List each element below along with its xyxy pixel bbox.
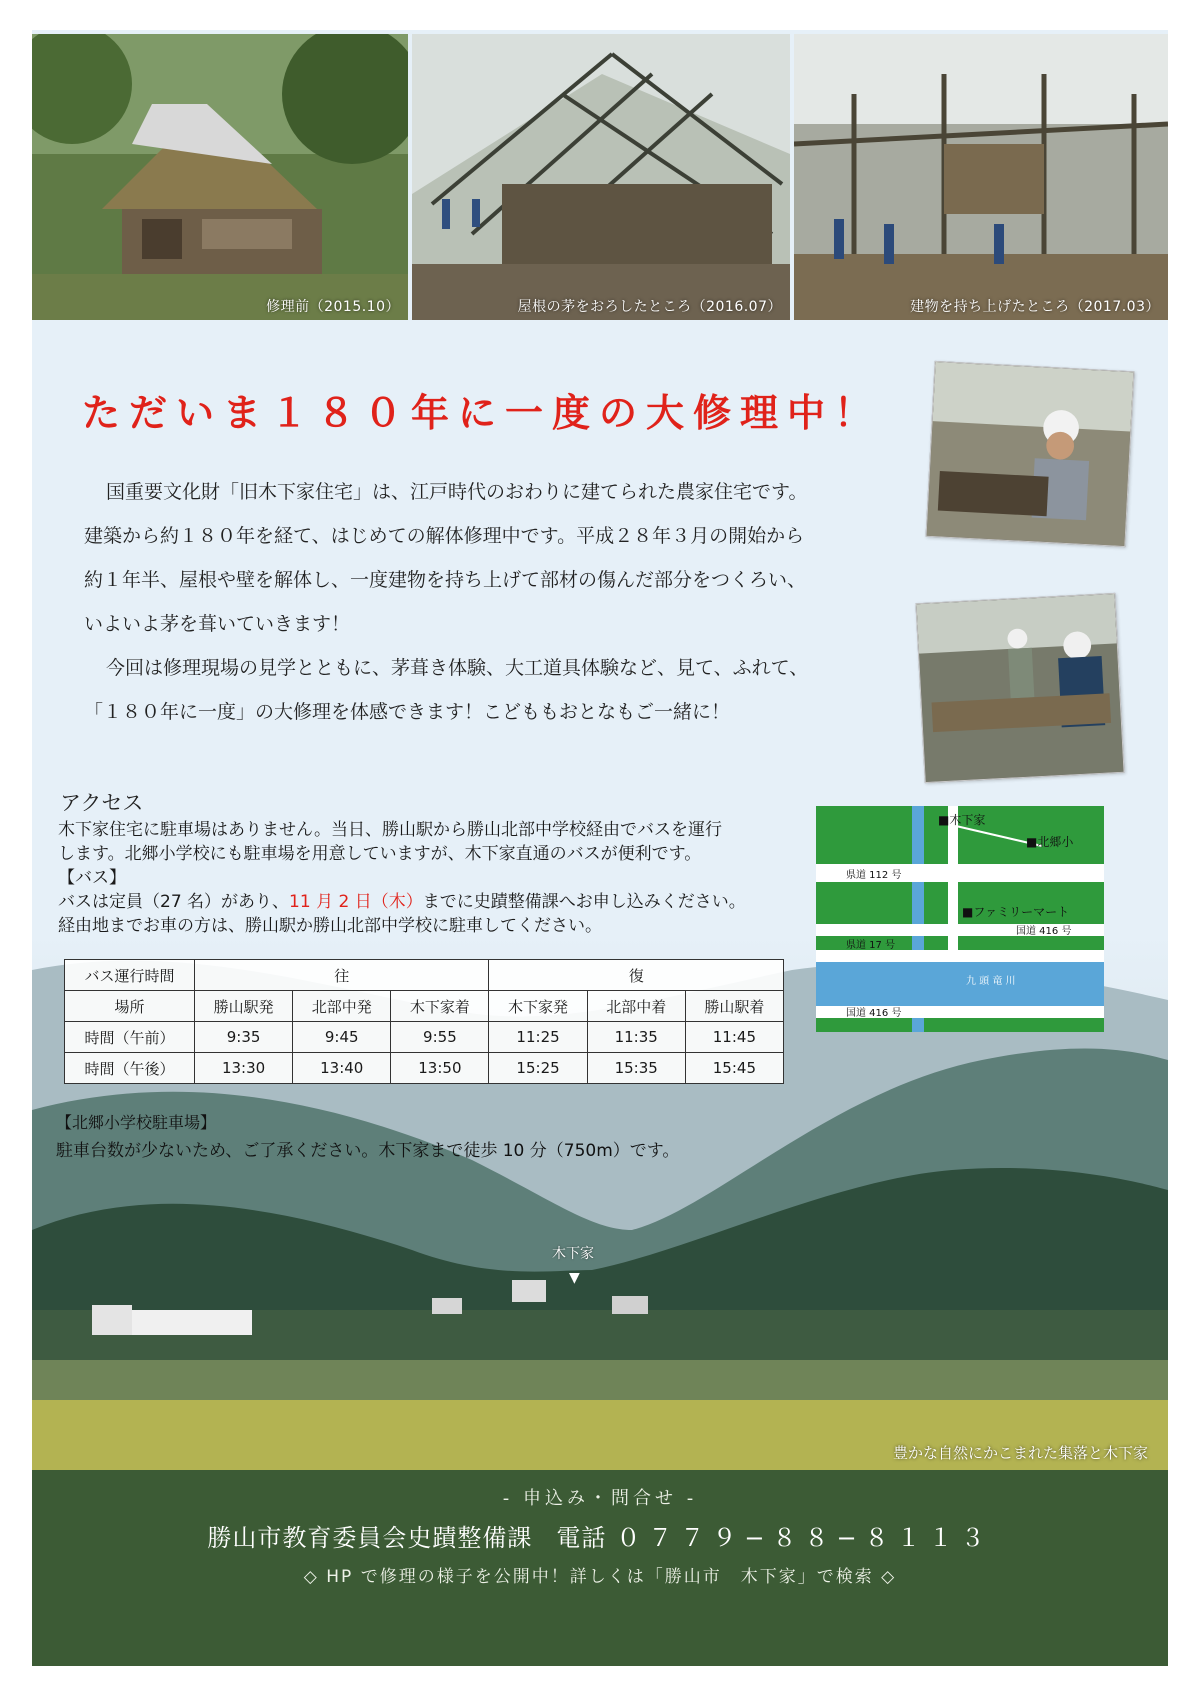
intro-text (84, 470, 934, 734)
map-label-natroad416-bottom: 国道 416 号 (846, 1008, 902, 1019)
time-cell: 13:50 (391, 1053, 489, 1084)
place-cell: 勝山駅着 (685, 991, 783, 1022)
table-row (65, 991, 784, 1022)
thatched-farmhouse-photo (32, 34, 408, 320)
organization-name: 勝山市教育委員会史蹟整備課 (207, 1524, 533, 1552)
map-label-natroad416-top: 国道 416 号 (1016, 926, 1072, 937)
worker-photo-2 (915, 593, 1124, 783)
place-cell: 北部中発 (293, 991, 391, 1022)
contact-line (32, 1518, 1168, 1553)
photo-caption: 建物を持ち上げたところ（2017.03） (910, 299, 1160, 315)
return-header: 復 (489, 960, 784, 991)
photo-caption: 修理前（2015.10） (266, 299, 400, 315)
photo-caption: 屋根の茅をおろしたところ（2016.07） (517, 299, 782, 315)
roof-frame-photo (412, 34, 790, 320)
landscape-caption: 豊かな自然にかこまれた集落と木下家 (892, 1444, 1148, 1462)
intro-line: 約１年半、屋根や壁を解体し、一度建物を持ち上げて部材の傷んだ部分をつくろい、 (84, 569, 807, 591)
time-cell: 13:30 (195, 1053, 293, 1084)
table-row (65, 1022, 784, 1053)
photo-before-repair (32, 34, 408, 320)
kinoshita-marker-label: 木下家 (552, 1246, 594, 1262)
bus-reservation-text: までに史蹟整備課へお申し込みください。 (422, 892, 746, 912)
map-label-kitago: ■北郷小 (1026, 835, 1074, 849)
flyer-sheet (32, 30, 1168, 1666)
time-cell: 15:25 (489, 1053, 587, 1084)
time-cell: 11:25 (489, 1022, 587, 1053)
bus-capacity-text: バスは定員（27 名）があり、 (58, 892, 290, 912)
parking-text: 駐車台数が少ないため、ご了承ください。木下家まで徒歩 10 分（750m）です。 (56, 1141, 680, 1161)
access-text (58, 818, 788, 938)
intro-line: 建築から約１８０年を経て、はじめての解体修理中です。平成２８年３月の開始から (84, 525, 805, 547)
intro-line: 「１８０年に一度」の大修理を体感できます！こどももおとなもご一緒に！ (84, 701, 731, 723)
map-label-prefroad112: 県道 112 号 (846, 870, 902, 881)
access-line: します。北郷小学校にも駐車場を用意していますが、木下家直通のバスが便利です。 (58, 844, 702, 864)
map-label-prefroad17: 県道 17 号 (846, 940, 896, 951)
outbound-header: 往 (195, 960, 489, 991)
map-label-kinoshita: ■木下家 (938, 813, 986, 827)
access-map (816, 806, 1104, 1032)
bus-heading: 【バス】 (58, 868, 126, 888)
access-line: 木下家住宅に駐車場はありません。当日、勝山駅から勝山北部中学校経由でバスを運行 (58, 820, 723, 840)
lifted-building-photo (794, 34, 1168, 320)
time-cell: 13:40 (293, 1053, 391, 1084)
down-arrow-icon: ▼ (569, 1270, 580, 1286)
bus-reservation-line (58, 890, 788, 914)
phone-number: ０７７９−８８−８１１３ (616, 1524, 993, 1552)
time-cell: 11:35 (587, 1022, 685, 1053)
contact-footer (32, 1470, 1168, 1666)
table-row (65, 960, 784, 991)
intro-line: 今回は修理現場の見学とともに、茅葺き体験、大工道具体験など、見て、ふれて、 (106, 657, 809, 679)
headline: ただいま１８０年に一度の大修理中！ (82, 391, 882, 435)
time-cell: 15:35 (587, 1053, 685, 1084)
carpentry-tools-photo (916, 594, 1123, 782)
carpenter-photo (927, 362, 1134, 546)
time-label-cell: 時間（午前） (65, 1022, 195, 1053)
time-cell: 15:45 (685, 1053, 783, 1084)
time-cell: 9:35 (195, 1022, 293, 1053)
access-heading: アクセス (60, 791, 144, 815)
worker-photo-1 (926, 361, 1135, 547)
intro-line: いよいよ茅を葺いていきます！ (84, 613, 351, 635)
bus-deadline-date: 11 月 2 日（木） (289, 892, 423, 912)
photo-building-lifted (794, 34, 1168, 320)
time-cell: 9:55 (391, 1022, 489, 1053)
time-label-cell: 時間（午後） (65, 1053, 195, 1084)
map-label-river: 九 頭 竜 川 (966, 976, 1016, 987)
map-label-familymart: ■ファミリーマート (962, 905, 1070, 919)
contact-heading: - 申込み・問合せ - (502, 1488, 698, 1509)
website-note: ◇ HP で修理の様子を公開中！詳しくは「勝山市 木下家」で検索 ◇ (303, 1567, 897, 1587)
place-cell: 勝山駅発 (195, 991, 293, 1022)
place-cell: 木下家発 (489, 991, 587, 1022)
table-row (65, 1053, 784, 1084)
phone-label: 電話 (556, 1524, 607, 1552)
bus-parking-line: 経由地までお車の方は、勝山駅か勝山北部中学校に駐車してください。 (58, 916, 602, 936)
time-cell: 9:45 (293, 1022, 391, 1053)
place-cell: 北部中着 (587, 991, 685, 1022)
parking-heading: 【北郷小学校駐車場】 (56, 1113, 217, 1132)
bus-timetable (64, 959, 784, 1084)
table-title-cell: バス運行時間 (65, 960, 195, 991)
time-cell: 11:45 (685, 1022, 783, 1053)
photo-roof-removed (412, 34, 790, 320)
route-map (816, 806, 1104, 1032)
place-label-cell: 場所 (65, 991, 195, 1022)
intro-line: 国重要文化財「旧木下家住宅」は、江戸時代のおわりに建てられた農家住宅です。 (106, 481, 808, 503)
place-cell: 木下家着 (391, 991, 489, 1022)
